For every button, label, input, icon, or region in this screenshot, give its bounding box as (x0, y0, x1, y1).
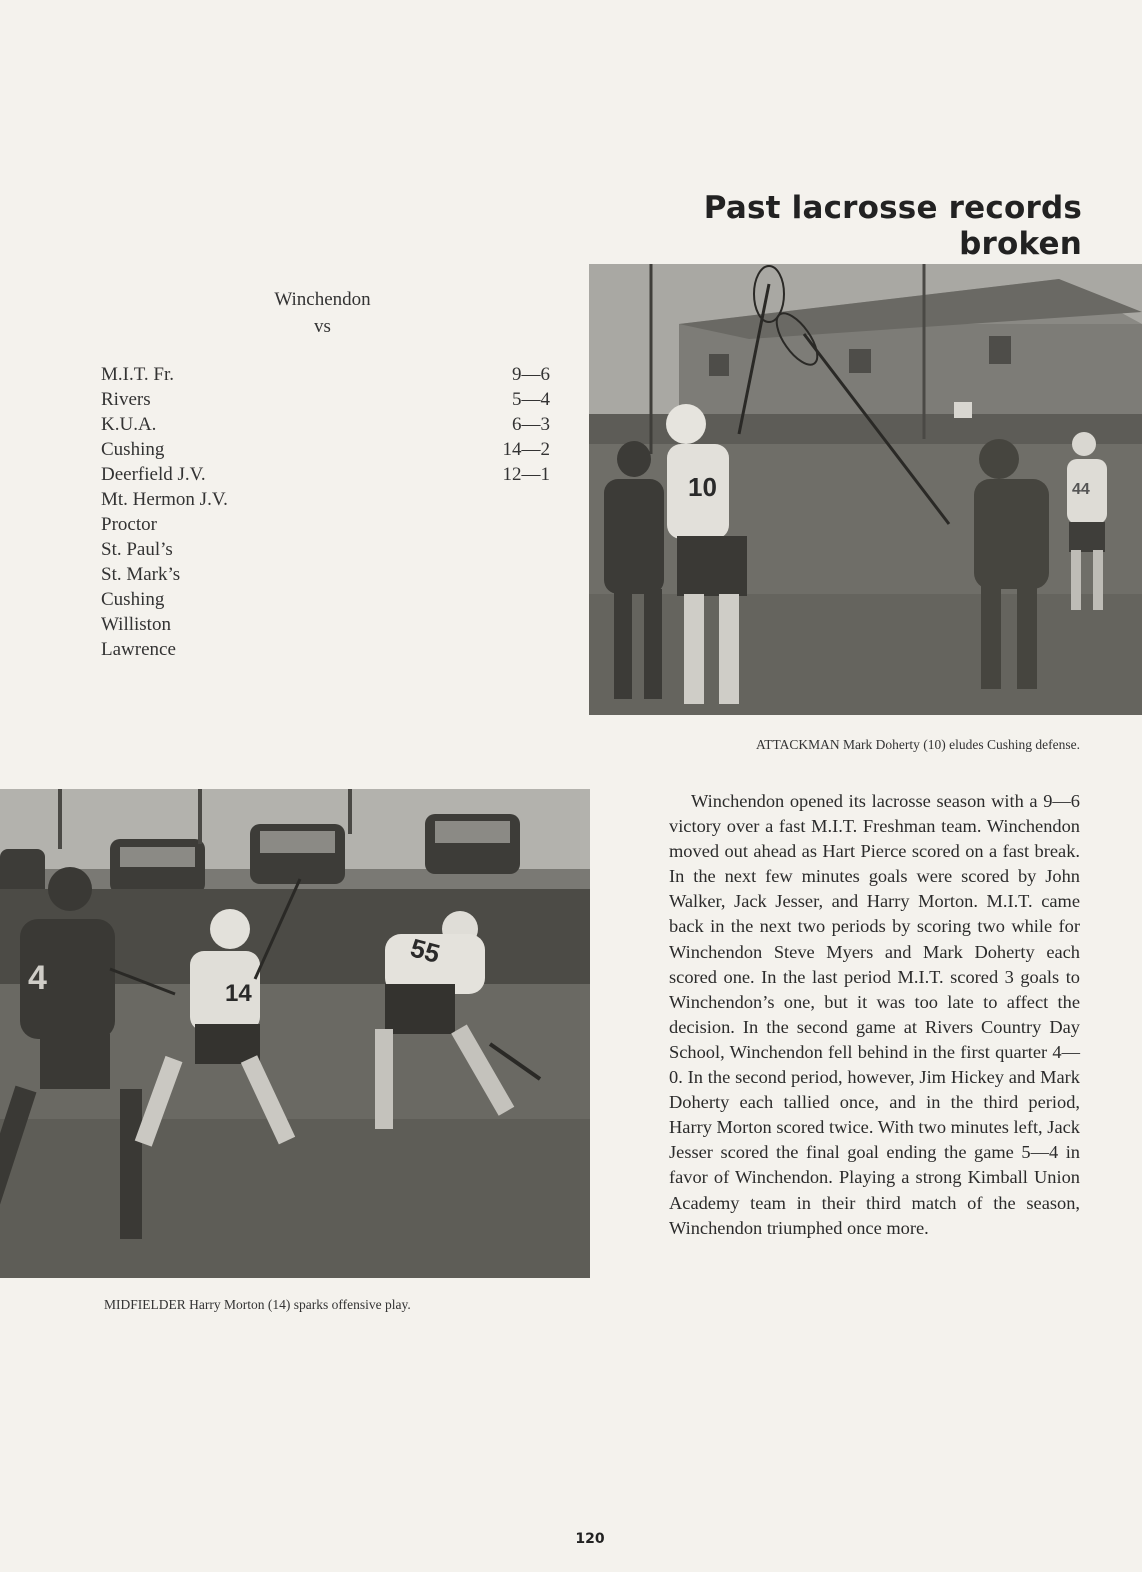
opponent-row: Deerfield J.V. (101, 464, 206, 485)
opponent-row: Rivers (101, 389, 151, 410)
jersey-number: 4 (28, 959, 47, 997)
headline: Past lacrosse records broken (703, 190, 1082, 262)
opponent-row: Proctor (101, 514, 157, 535)
schedule-team: Winchendon (274, 289, 371, 310)
opponent-row: Cushing (101, 439, 165, 460)
opponent-row: Williston (101, 614, 171, 635)
jersey-number: 14 (225, 980, 252, 1007)
score-row: 9—6 (512, 364, 550, 385)
photo-midfielder (0, 789, 590, 1278)
opponent-row: M.I.T. Fr. (101, 364, 175, 385)
opponent-row: St. Mark’s (101, 564, 181, 585)
opponent-row: Lawrence (101, 639, 176, 660)
schedule-vs: vs (314, 316, 331, 337)
opponent-row: Cushing (101, 589, 165, 610)
schedule-opponents (101, 362, 228, 662)
score-row: 5—4 (512, 389, 550, 410)
jersey-number: 44 (1072, 481, 1090, 498)
schedule-scores (460, 362, 550, 487)
opponent-row: St. Paul’s (101, 539, 173, 560)
jersey-number: 55 (407, 932, 444, 969)
jersey-number: 10 (688, 472, 717, 502)
score-row: 6—3 (512, 414, 550, 435)
score-row: 14—2 (502, 439, 550, 460)
opponent-row: K.U.A. (101, 414, 157, 435)
page-number: 120 (575, 1531, 605, 1547)
photo-attackman (589, 264, 1142, 715)
photo-caption: ATTACKMAN Mark Doherty (10) eludes Cushing defense. (756, 737, 1080, 752)
opponent-row: Mt. Hermon J.V. (101, 489, 228, 510)
schedule-heading (250, 286, 395, 340)
score-row: 12—1 (502, 464, 550, 485)
photo-caption: MIDFIELDER Harry Morton (14) sparks offensive play. (104, 1297, 411, 1312)
article-body: Winchendon opened its lacrosse season with a 9—6 victory over a fast M.I.T. Freshman team. Winchendon moved out ahead as Hart Pierce scored on a fast break. In the next few minutes goals were scored by John Walker, Jack Jesser, and Harry Morton. M.I.T. came back in the next two periods by scoring two while for Winchendon Steve Myers and Mark Doherty each scored one. In the last period M.I.T. scored 3 goals to Winchendon’s one, but it was too late to affect the decision. In the second game at Rivers Country Day School, Winchendon fell behind in the first quarter 4—0. In the second period, however, Jim Hickey and Mark Doherty each tallied once, and in the third period, Harry Morton scored twice. With two minutes left, Jack Jesser scored the final goal ending the game 5—4 in favor of Winchendon. Playing a strong Kimball Union Academy team in their third match of the season, Winchendon triumphed once more. (669, 791, 1080, 1238)
